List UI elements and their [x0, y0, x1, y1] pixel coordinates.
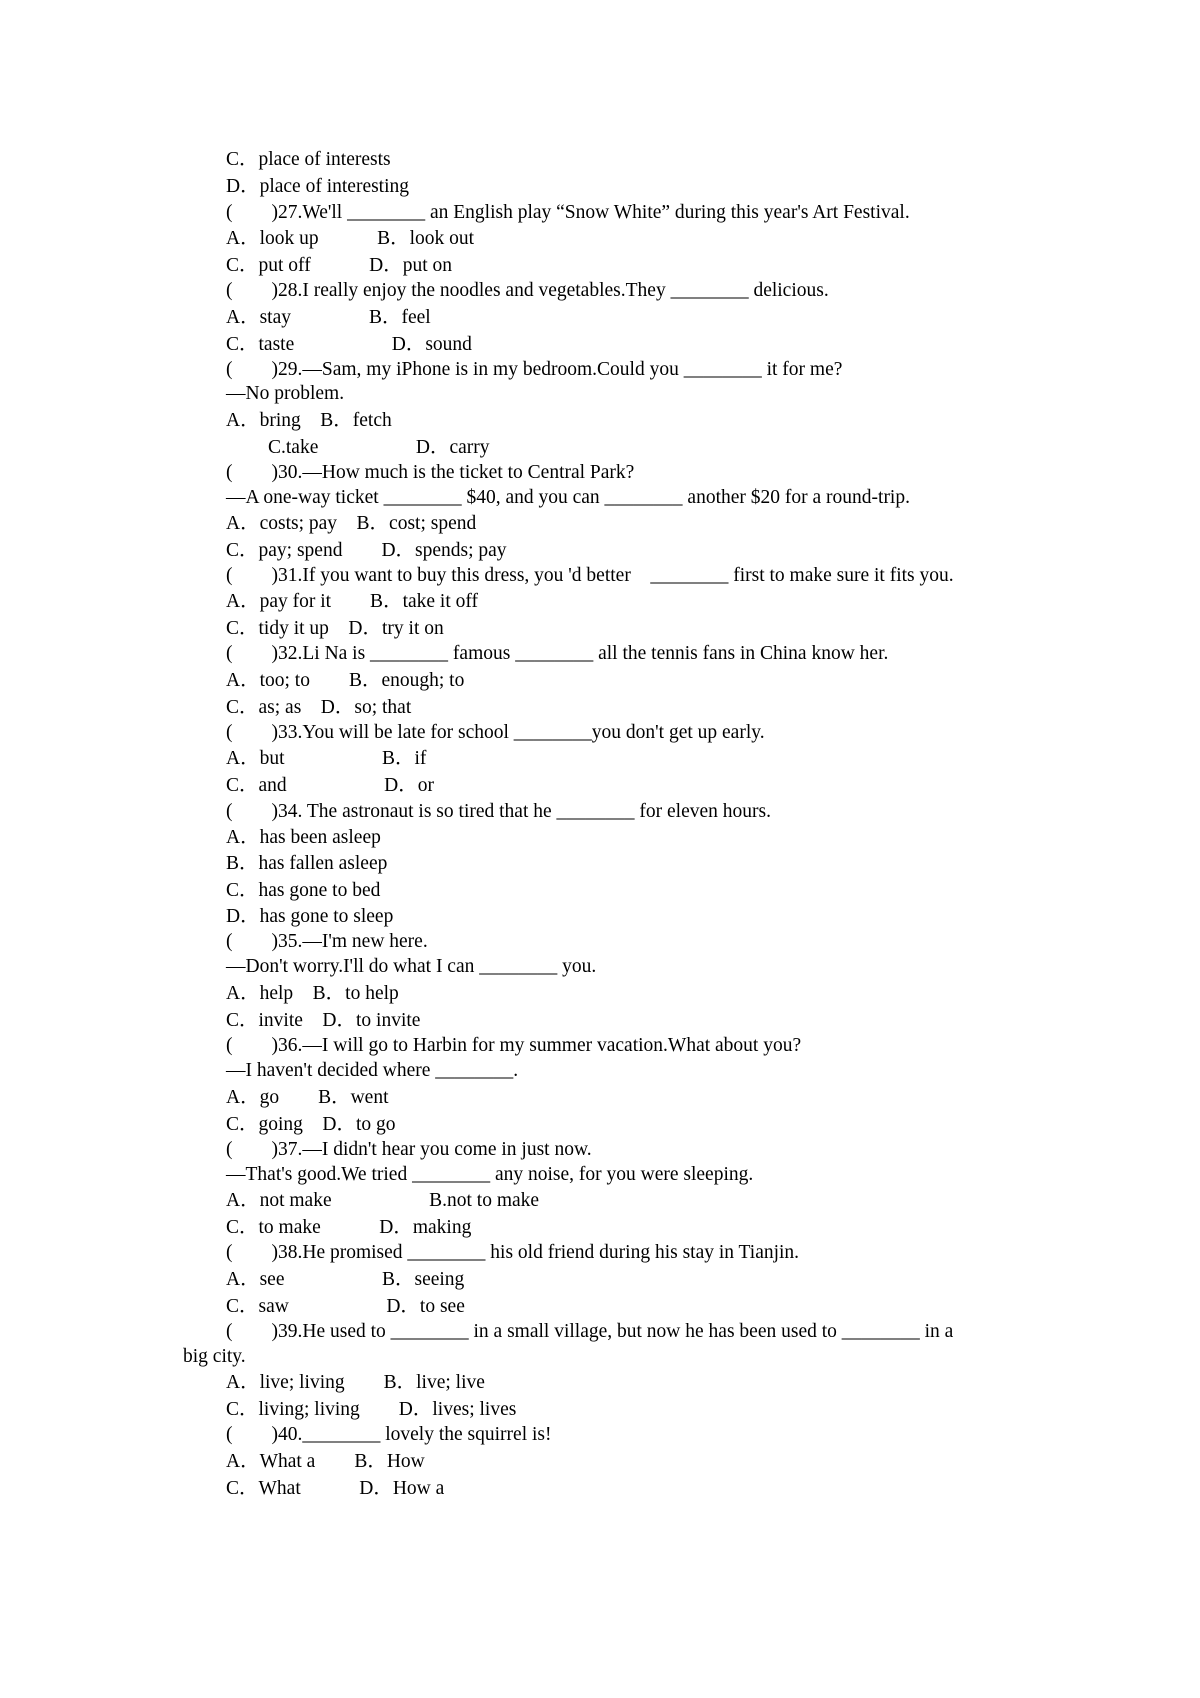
text-line: A．has been asleep [226, 827, 381, 848]
text-line: ( )30.—How much is the ticket to Central Park? [226, 462, 635, 483]
text-line: A．stay B．feel [226, 307, 431, 328]
text-line: C.take D．carry [268, 437, 490, 458]
text-line: D．place of interesting [226, 176, 410, 197]
text-line: C．saw D．to see [226, 1296, 465, 1317]
text-line: ( )31.If you want to buy this dress, you 'd better ________ first to make sure it fits you. [226, 565, 954, 586]
text-line: A．What a B．How [226, 1451, 425, 1472]
text-line: C．and D．or [226, 775, 434, 796]
text-line: ( )33.You will be late for school ________you don't get up early. [226, 722, 765, 743]
text-line: ( )28.I really enjoy the noodles and vegetables.They ________ delicious. [226, 280, 829, 301]
text-line: ( )34. The astronaut is so tired that he ________ for eleven hours. [226, 801, 771, 822]
text-line: big city. [183, 1346, 246, 1367]
text-line: A．see B．seeing [226, 1269, 465, 1290]
text-line: C．place of interests [226, 149, 391, 170]
text-line: —I haven't decided where ________. [226, 1060, 519, 1081]
text-line: A．bring B．fetch [226, 410, 392, 431]
text-line: A．but B．if [226, 748, 427, 769]
text-line: A．not make B.not to make [226, 1190, 540, 1211]
text-line: A．help B．to help [226, 983, 399, 1004]
text-line: B．has fallen asleep [226, 853, 388, 874]
text-line: C．living; living D．lives; lives [226, 1399, 517, 1420]
text-line: ( )29.—Sam, my iPhone is in my bedroom.Could you ________ it for me? [226, 359, 843, 380]
text-line: ( )27.We'll ________ an English play “Snow White” during this year's Art Festival. [226, 202, 910, 223]
text-line: ( )38.He promised ________ his old friend during his stay in Tianjin. [226, 1242, 800, 1263]
text-line: A．costs; pay B．cost; spend [226, 513, 477, 534]
text-line: C．What D．How a [226, 1478, 445, 1499]
text-line: C．has gone to bed [226, 880, 381, 901]
text-line: C．to make D．making [226, 1217, 472, 1238]
text-line: —That's good.We tried ________ any noise, for you were sleeping. [226, 1164, 754, 1185]
text-line: —Don't worry.I'll do what I can ________ you. [226, 956, 597, 977]
text-line: C．going D．to go [226, 1114, 396, 1135]
text-line: ( )36.—I will go to Harbin for my summer vacation.What about you? [226, 1035, 802, 1056]
text-line: C．as; as D．so; that [226, 697, 412, 718]
text-line: ( )35.—I'm new here. [226, 931, 428, 952]
text-line: C．invite D．to invite [226, 1010, 421, 1031]
text-line: C．pay; spend D．spends; pay [226, 540, 507, 561]
text-line: A．look up B．look out [226, 228, 475, 249]
text-line: A．go B．went [226, 1087, 389, 1108]
text-line: C．put off D．put on [226, 255, 453, 276]
text-line: ( )37.—I didn't hear you come in just now. [226, 1139, 592, 1160]
text-line: D．has gone to sleep [226, 906, 394, 927]
text-line: A．too; to B．enough; to [226, 670, 465, 691]
text-line: —No problem. [226, 383, 345, 404]
text-line: C．tidy it up D．try it on [226, 618, 444, 639]
text-line: A．live; living B．live; live [226, 1372, 485, 1393]
text-line: ( )40.________ lovely the squirrel is! [226, 1424, 552, 1445]
text-line: —A one-way ticket ________ $40, and you can ________ another $20 for a round-trip. [226, 487, 910, 508]
text-line: ( )39.He used to ________ in a small village, but now he has been used to ________ in a [226, 1321, 954, 1342]
text-line: A．pay for it B．take it off [226, 591, 479, 612]
text-line: ( )32.Li Na is ________ famous ________ all the tennis fans in China know her. [226, 643, 889, 664]
text-line: C．taste D．sound [226, 334, 472, 355]
